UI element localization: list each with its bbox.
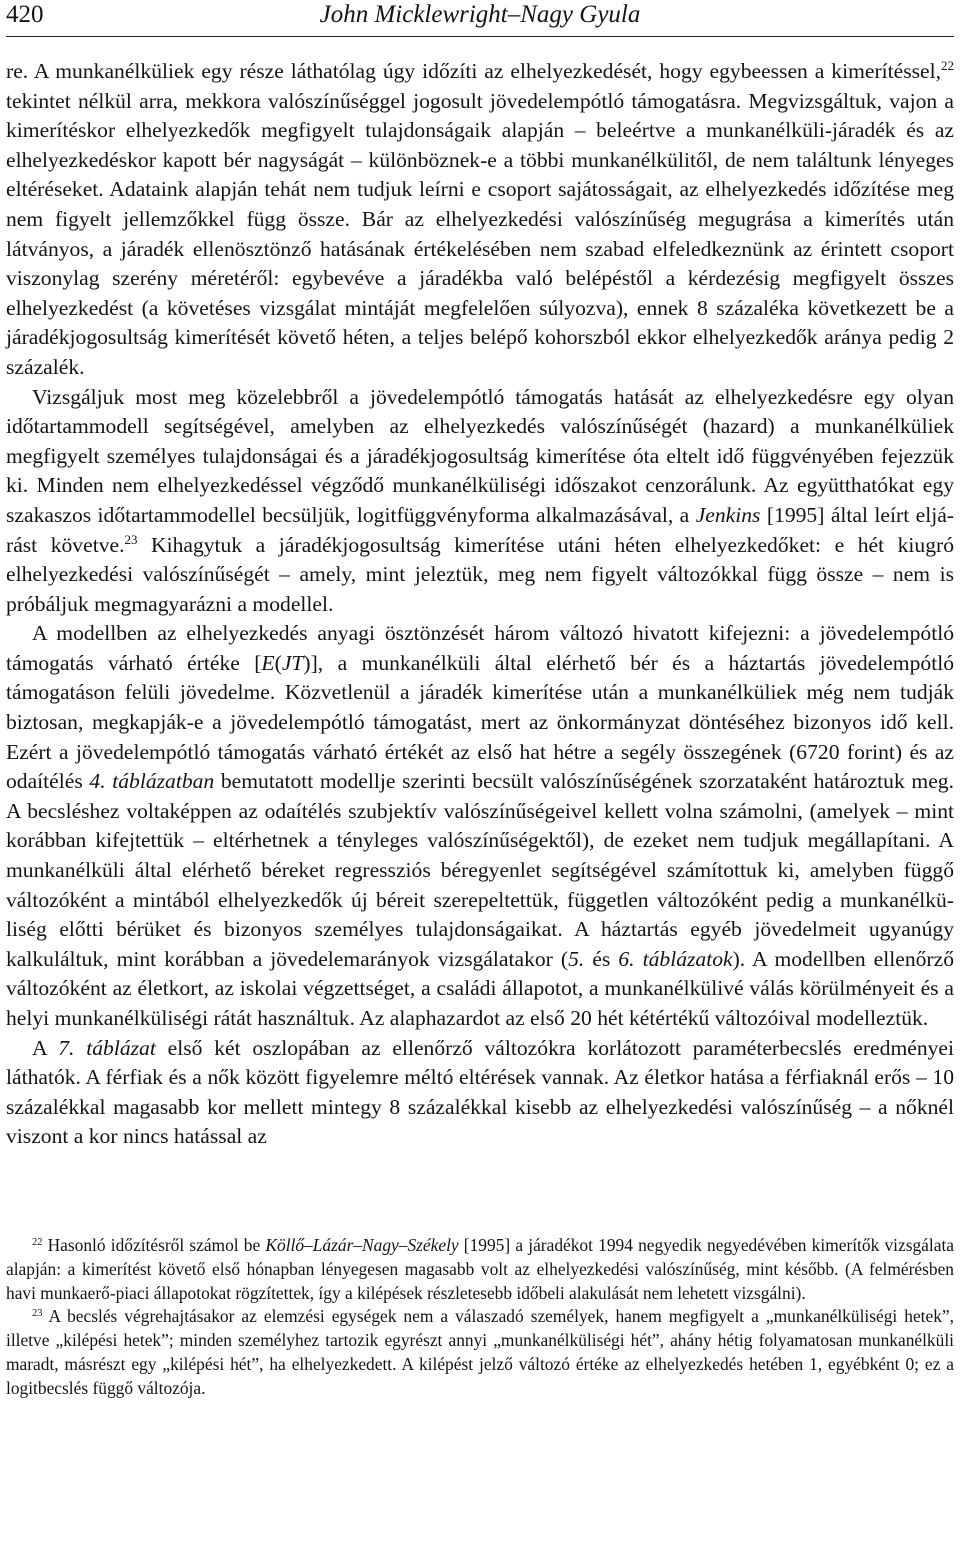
paragraph-3-text-c: bemutatott modellje szerinti becsült valószínűségének szorzataként határoztuk meg. A becsléshez voltaképpen az odaítélés szubjektív valószínűségeivel kellett volna számolni, (amelyek – mint korábban kifejtettük – eltérhetnek a tényleges valószínűségektől), de ezeket nem tudjuk megállapítani. A munkanélküli által elérhető béreket regressziós béregyenlet segítségével számítottuk ki, amelyben függő változóként a mintából elhelyezkedők új béreit szerepeltettük, független változóként pedig a munkanélküliség előtti bérüket és bizonyos személyes tulajdonságaikat. A háztartás egyéb jövedelmeit ugyanúgy kalkuláltuk, mint korábban a jövedelemarányok vizsgálatakor ( [6, 769, 954, 971]
paragraph-4-text-a: A [32, 1035, 59, 1060]
footnotes [6, 1234, 954, 1401]
footnote-22-text-a: Hasonló időzítésről számol be [42, 1234, 266, 1255]
footnote-ref-23[interactable]: 23 [124, 531, 138, 547]
paragraph-2-text-b: [1995] által leírt eljárást követve. [6, 502, 954, 557]
paragraph-1-text-a: re. A munkanélküliek egy része láthatólag úgy időzíti az elhelyezkedését, hogy egybeessen a kimerítéssel, [6, 59, 942, 83]
paren-open: ( [274, 650, 282, 675]
paragraph-2-text-c: Kihagytuk a járadékjogosultság kimerítése utáni héten elhelyezkedőket: e hét kiugró elhelyezkedési valószínűségét – amely, mint jeleztük, meg nem figyelt változókkal függ össze – nem is próbáljuk megmagyarázni a modellel. [6, 532, 954, 616]
paragraph-3-text-b: )], a munkanélküli által elérhető bér és a háztartás jövedelempótló támogatáson felüli jövedelme. Közvetlenül a járadék kimerítése után a munkanélküliek még nem tudják biztosan, megkapják-e a jövedelempótló támogatást, mert az önkormányzat döntéséhez bizonyos idő kell. Ezért a jövedelempótló támogatás várható értékét az első hat hétre a segély összegének (6720 forint) és az odaítélés [6, 650, 954, 794]
paragraph-1-text-b: tekintet nélkül arra, mekkora valószínűséggel jogosult jövedelempótló támogatásra. Megvizsgáltuk, vajon a kimerítéskor elhelyezkedők megfigyelt tulajdonságaik alapján – beleértve a munkanélküli-járadék és az elhelyezkedéskor kapott bér nagyságát – különböznek-e a többi munkanélkülitől, de nem találtunk lényeges eltéréseket. Adataink alapján tehát nem tudjuk leírni e csoport sajátosságait, az elhelyezkedés időzítése meg nem figyelt jellemzőkkel függ össze. Bár az elhelyezkedési valószínűség megugrása a kimerítés után látványos, a járadék ellenösztönző hatásának értékelésében nem szabad elfeledkeznünk az érintett csoport viszonylag szerény méretéről: egybevéve a járadékba való belépéstől a kérdezésig megfigyelt összes elhelyezkedést (a követéses vizsgálat mintáját megfelelően súlyozva), ennek 8 százaléka következett be a járadékjogosultság kimerítését követő héten, a teljes belépő kohorszból ekkor elhelyezkedők aránya pedig 2 százalék. [6, 88, 954, 379]
symbol-e: E [261, 650, 275, 675]
citation-kollo-lazar-nagy-szekely: Köllő–Lázár–Nagy–Székely [265, 1234, 459, 1255]
paragraph-1 [6, 57, 954, 383]
paragraph-2-text-a: Vizsgáljuk most meg közelebbről a jövedelempótló támogatás hatását az elhelyezkedésre egy olyan időtartammodell segítségével, amelyben az elhelyezkedés valószínűségét (hazard) a munkanélküliek megfigyelt személyes tulajdonságai és a járadékjogosultság kimerítése óta eltelt idő függvényében fejezzük ki. Minden nem elhelyezkedéssel végződő munkanélküliségi időszakot cenzorálunk. Az együtthatókat egy szakaszos időtartammodellel becsüljük, logitfüggvényforma alkalmazásával, a [6, 384, 954, 527]
paragraph-4-text-b: első két oszlopában az ellenőrző változókra korlátozott paraméterbecslés eredményei láthatók. A férfiak és a nők között figyelemre méltó eltérések vannak. Az életkor hatása a férfiaknál erős – 10 százalékkal magasabb kor mellett mintegy 8 százalékkal kisebb az elhelyezkedési valószínűség – a nőknél viszont a kor nincs hatással az [6, 1035, 954, 1149]
body-text [6, 57, 954, 1152]
footnote-22 [6, 1234, 954, 1305]
footnote-23 [6, 1305, 954, 1400]
conjunction-es: és [584, 946, 619, 971]
paragraph-3-text-a: A modellben az elhelyezkedés anyagi ösztönzését három változó hivatott kifejezni: a jövedelempótló támogatás várható értéke [ [6, 621, 954, 675]
paragraph-3 [6, 619, 954, 1033]
paragraph-4 [6, 1034, 954, 1152]
citation-jenkins: Jenkins [695, 502, 761, 527]
paragraph-3-text-d: ). A modellben ellenőrző változóként az életkort, az iskolai végzettséget, a családi állapotot, a munkanélkülivé válás körülményeit és a helyi munkanélküliségi rátát használtuk. Az alaphazardot az első 20 hét kétértékű változóival modelleztük. [6, 946, 954, 1030]
running-head [6, 0, 954, 37]
footnote-23-text: A becslés végrehajtásakor az elemzési egységek nem a válaszadó személyek, hanem megfigyelt a „munkanélküliségi hetek”, illetve „kilépési hetek”; minden személyhez tartozik egyrészt annyi „munkanélküliségi hét”, ahány hétig folyamatosan munkanélküli maradt, másrészt egy „kilépési hét”, ha elhelyezkedett. A kilépést jelző változó értéke az elhelyezkedés hetében 1, egyébként 0; ez a logitbecslés függő változója. [6, 1306, 954, 1398]
symbol-jt: JT [281, 650, 304, 675]
paragraph-2 [6, 383, 954, 620]
table-ref-5: 5. [568, 946, 585, 971]
footnote-22-text-b: [1995] a járadékot 1994 negyedik negyedévében kimerítők vizsgálata alapján: a kimerítést követő első hónapban lényegesen magasabb volt az elhelyezkedési valószínűség, mint később. (A felmérésben havi munkaerő-piaci állapotokat rögzítettek, így a kilépések részletesebb időbeli alakulását nem lehetett vizsgálni). [6, 1234, 954, 1303]
table-ref-4: 4. táblázatban [89, 769, 215, 794]
page-number: 420 [6, 1, 44, 28]
footnote-23-number: 23 [32, 1308, 43, 1320]
running-title: John Micklewright–Nagy Gyula [319, 1, 641, 28]
footnote-ref-22[interactable]: 22 [941, 58, 954, 74]
table-ref-6: 6. táblázatok [618, 946, 733, 971]
footnote-22-number: 22 [32, 1236, 43, 1248]
table-ref-7: 7. táblázat [58, 1035, 156, 1060]
